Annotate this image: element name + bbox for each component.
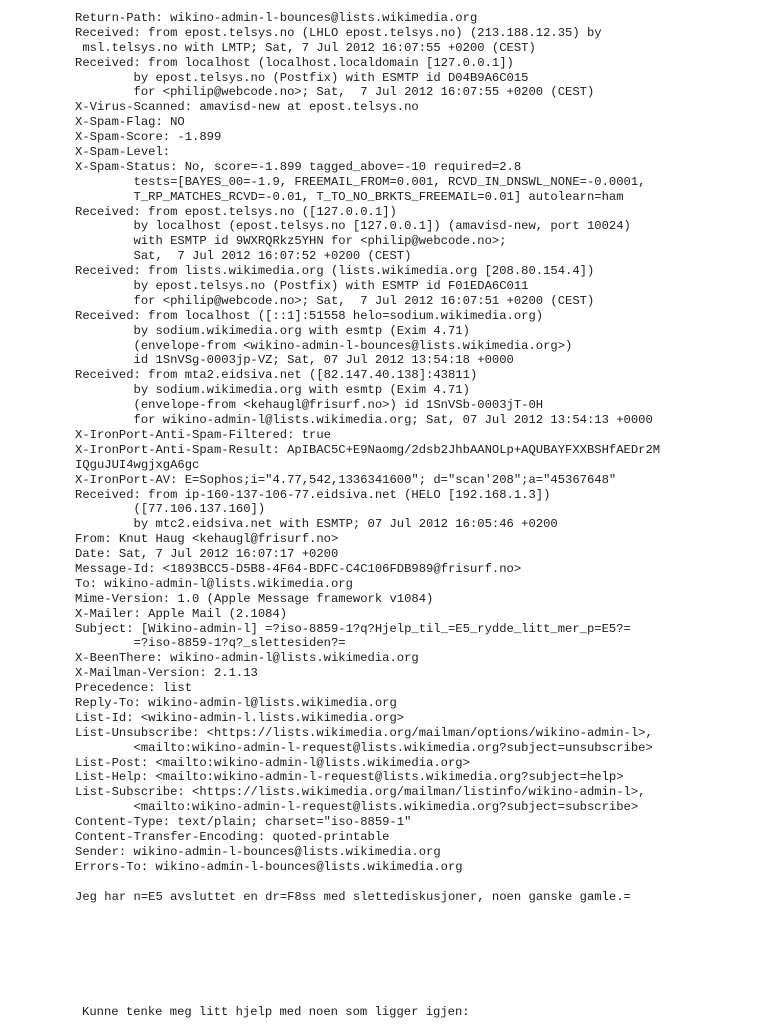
email-header-line: Mime-Version: 1.0 (Apple Message framework v1084) [75,591,434,606]
email-header-line: Sender: wikino-admin-l-bounces@lists.wikimedia.org [75,844,441,859]
email-header-line: X-Spam-Level: [75,145,171,160]
email-header-line: From: Knut Haug <kehaugl@frisurf.no> [75,532,339,547]
email-header-line: by mtc2.eidsiva.net with ESMTP; 07 Jul 2012 16:05:46 +0200 [75,517,558,532]
email-header-line: <mailto:wikino-admin-l-request@lists.wikimedia.org?subject=unsubscribe> [75,740,653,755]
email-header-line: by sodium.wikimedia.org with esmtp (Exim 4.71) [75,383,470,398]
email-header-line: for <philip@webcode.no>; Sat, 7 Jul 2012 16:07:51 +0200 (CEST) [75,293,595,308]
email-headers-block [75,11,765,875]
email-header-line: by localhost (epost.telsys.no [127.0.0.1]) (amavisd-new, port 10024) [75,219,631,234]
email-header-line: Subject: [Wikino-admin-l] =?iso-8859-1?q?Hjelp_til_=E5_rydde_litt_mer_p=E5?= [75,621,631,636]
email-header-line: Received: from localhost (localhost.localdomain [127.0.0.1]) [75,55,514,70]
email-header-line: X-BeenThere: wikino-admin-l@lists.wikimedia.org [75,651,419,666]
email-header-line: msl.telsys.no with LMTP; Sat, 7 Jul 2012 16:07:55 +0200 (CEST) [75,40,536,55]
email-header-line: X-Spam-Status: No, score=-1.899 tagged_above=-10 required=2.8 [75,159,522,174]
email-header-line: Received: from mta2.eidsiva.net ([82.147.40.138]:43811) [75,368,478,383]
email-header-line: T_RP_MATCHES_RCVD=-0.01, T_TO_NO_BRKTS_FREEMAIL=0.01] autolearn=ham [75,189,624,204]
email-header-line: Content-Transfer-Encoding: quoted-printable [75,829,390,844]
email-header-line: Sat, 7 Jul 2012 16:07:52 +0200 (CEST) [75,249,412,264]
email-header-line: To: wikino-admin-l@lists.wikimedia.org [75,576,353,591]
email-header-line: for <philip@webcode.no>; Sat, 7 Jul 2012 16:07:55 +0200 (CEST) [75,85,595,100]
email-header-line: IQguJUI4wgjxgA6gc [75,457,200,472]
email-header-line: Received: from epost.telsys.no ([127.0.0.1]) [75,204,397,219]
blank-line [75,875,765,890]
email-header-line: Content-Type: text/plain; charset="iso-8859-1" [75,815,412,830]
email-header-line: Received: from ip-160-137-106-77.eidsiva.net (HELO [192.168.1.3]) [75,487,551,502]
email-header-line: id 1SnVSg-0003jp-VZ; Sat, 07 Jul 2012 13:54:18 +0000 [75,353,514,368]
email-body-line: Jeg har n=E5 avsluttet en dr=F8ss med slettediskusjoner, noen ganske gamle.= [75,889,631,904]
email-header-line: Received: from lists.wikimedia.org (lists.wikimedia.org [208.80.154.4]) [75,264,595,279]
email-raw-source [75,11,765,904]
email-header-line: List-Id: <wikino-admin-l.lists.wikimedia.org> [75,710,405,725]
email-header-line: ([77.106.137.160]) [75,502,266,517]
email-header-line: Message-Id: <1893BCC5-D5B8-4F64-BDFC-C4C106FDB989@frisurf.no> [75,561,522,576]
email-header-line: X-Spam-Score: -1.899 [75,130,222,145]
email-header-line: Reply-To: wikino-admin-l@lists.wikimedia.org [75,695,397,710]
email-header-line: Date: Sat, 7 Jul 2012 16:07:17 +0200 [75,547,339,562]
email-header-line: Errors-To: wikino-admin-l-bounces@lists.wikimedia.org [75,859,463,874]
email-header-line: List-Subscribe: <https://lists.wikimedia.org/mailman/listinfo/wikino-admin-l>, [75,785,646,800]
email-header-line: List-Unsubscribe: <https://lists.wikimedia.org/mailman/options/wikino-admin-l>, [75,725,653,740]
email-header-line: for wikino-admin-l@lists.wikimedia.org; Sat, 07 Jul 2012 13:54:13 +0000 [75,413,653,428]
email-header-line: (envelope-from <wikino-admin-l-bounces@lists.wikimedia.org>) [75,338,573,353]
email-header-line: by epost.telsys.no (Postfix) with ESMTP id F01EDA6C011 [75,279,529,294]
email-header-line: by epost.telsys.no (Postfix) with ESMTP id D04B9A6C015 [75,70,529,85]
email-header-line: X-Mailer: Apple Mail (2.1084) [75,606,288,621]
email-header-line: Received: from localhost ([::1]:51558 helo=sodium.wikimedia.org) [75,308,544,323]
email-header-line: Return-Path: wikino-admin-l-bounces@lists.wikimedia.org [75,11,478,25]
email-header-line: (envelope-from <kehaugl@frisurf.no>) id 1SnVSb-0003jT-0H [75,398,544,413]
email-header-line: by sodium.wikimedia.org with esmtp (Exim 4.71) [75,323,470,338]
email-header-line: X-IronPort-Anti-Spam-Filtered: true [75,427,331,442]
email-header-line: X-IronPort-AV: E=Sophos;i="4.77,542,1336341600"; d="scan'208";a="45367648" [75,472,617,487]
email-header-line: Precedence: list [75,681,193,696]
email-header-line: Received: from epost.telsys.no (LHLO epost.telsys.no) (213.188.12.35) by [75,25,602,40]
email-header-line: <mailto:wikino-admin-l-request@lists.wikimedia.org?subject=subscribe> [75,800,639,815]
email-body-trailing-line: Kunne tenke meg litt hjelp med noen som ligger igjen: [82,1005,470,1019]
email-header-line: X-IronPort-Anti-Spam-Result: ApIBAC5C+E9Naomg/2dsb2JhbAANOLp+AQUBAYFXXBSHfAEDr2M [75,442,661,457]
email-header-line: with ESMTP id 9WXRQRkz5YHN for <philip@webcode.no>; [75,234,507,249]
email-header-line: X-Mailman-Version: 2.1.13 [75,666,258,681]
email-header-line: tests=[BAYES_00=-1.9, FREEMAIL_FROM=0.001, RCVD_IN_DNSWL_NONE=-0.0001, [75,174,646,189]
email-header-line: =?iso-8859-1?q?_slettesiden?= [75,636,346,651]
email-header-line: List-Post: <mailto:wikino-admin-l@lists.wikimedia.org> [75,755,470,770]
email-header-line: List-Help: <mailto:wikino-admin-l-request@lists.wikimedia.org?subject=help> [75,770,624,785]
email-header-line: X-Spam-Flag: NO [75,115,185,130]
email-header-line: X-Virus-Scanned: amavisd-new at epost.telsys.no [75,100,419,115]
